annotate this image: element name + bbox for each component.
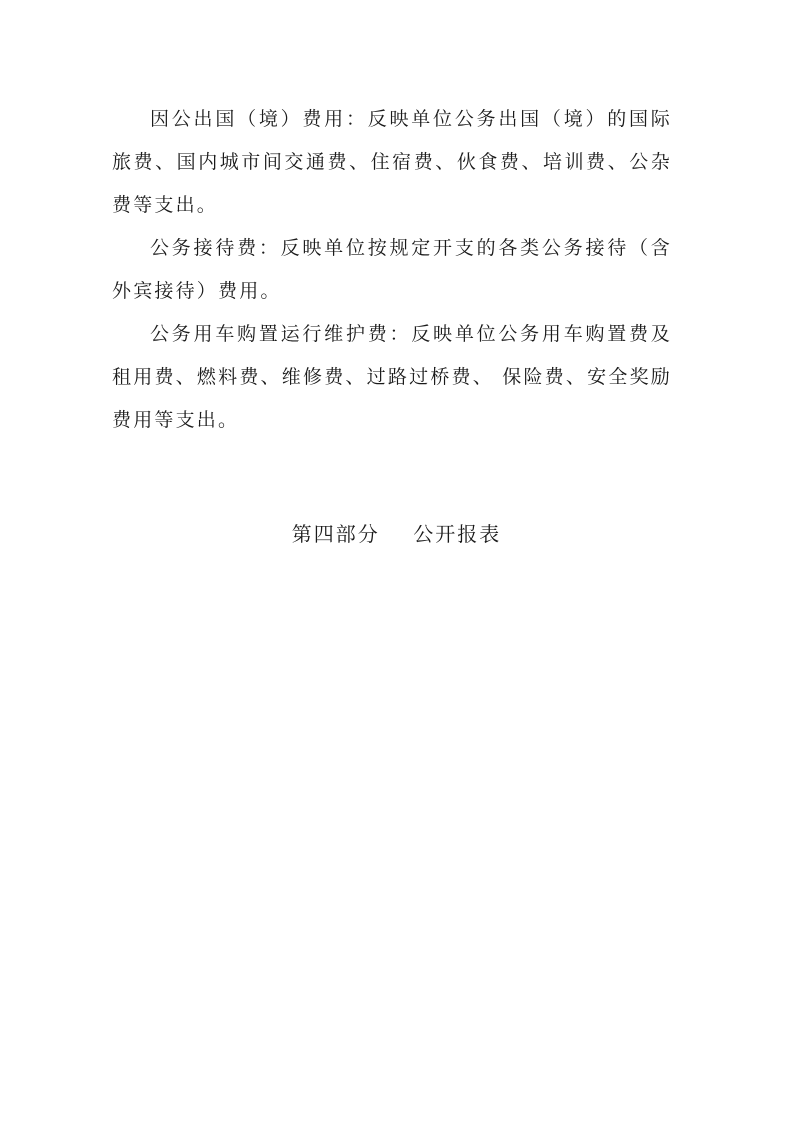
document-body	[112, 98, 672, 442]
paragraph-official-vehicle-expenses: 公务用车购置运行维护费：反映单位公务用车购置费及租用费、燃料费、维修费、过路过桥费、 保险费、安全奖励费用等支出。	[112, 323, 672, 431]
section-heading: 第四部分 公开报表	[291, 522, 502, 546]
paragraph-overseas-travel-expenses: 因公出国（境）费用：反映单位公务出国（境）的国际旅费、国内城市间交通费、住宿费、伙食费、培训费、公杂费等支出。	[112, 108, 672, 216]
paragraph-official-reception-expenses: 公务接待费：反映单位按规定开支的各类公务接待（含外宾接待）费用。	[112, 237, 672, 302]
